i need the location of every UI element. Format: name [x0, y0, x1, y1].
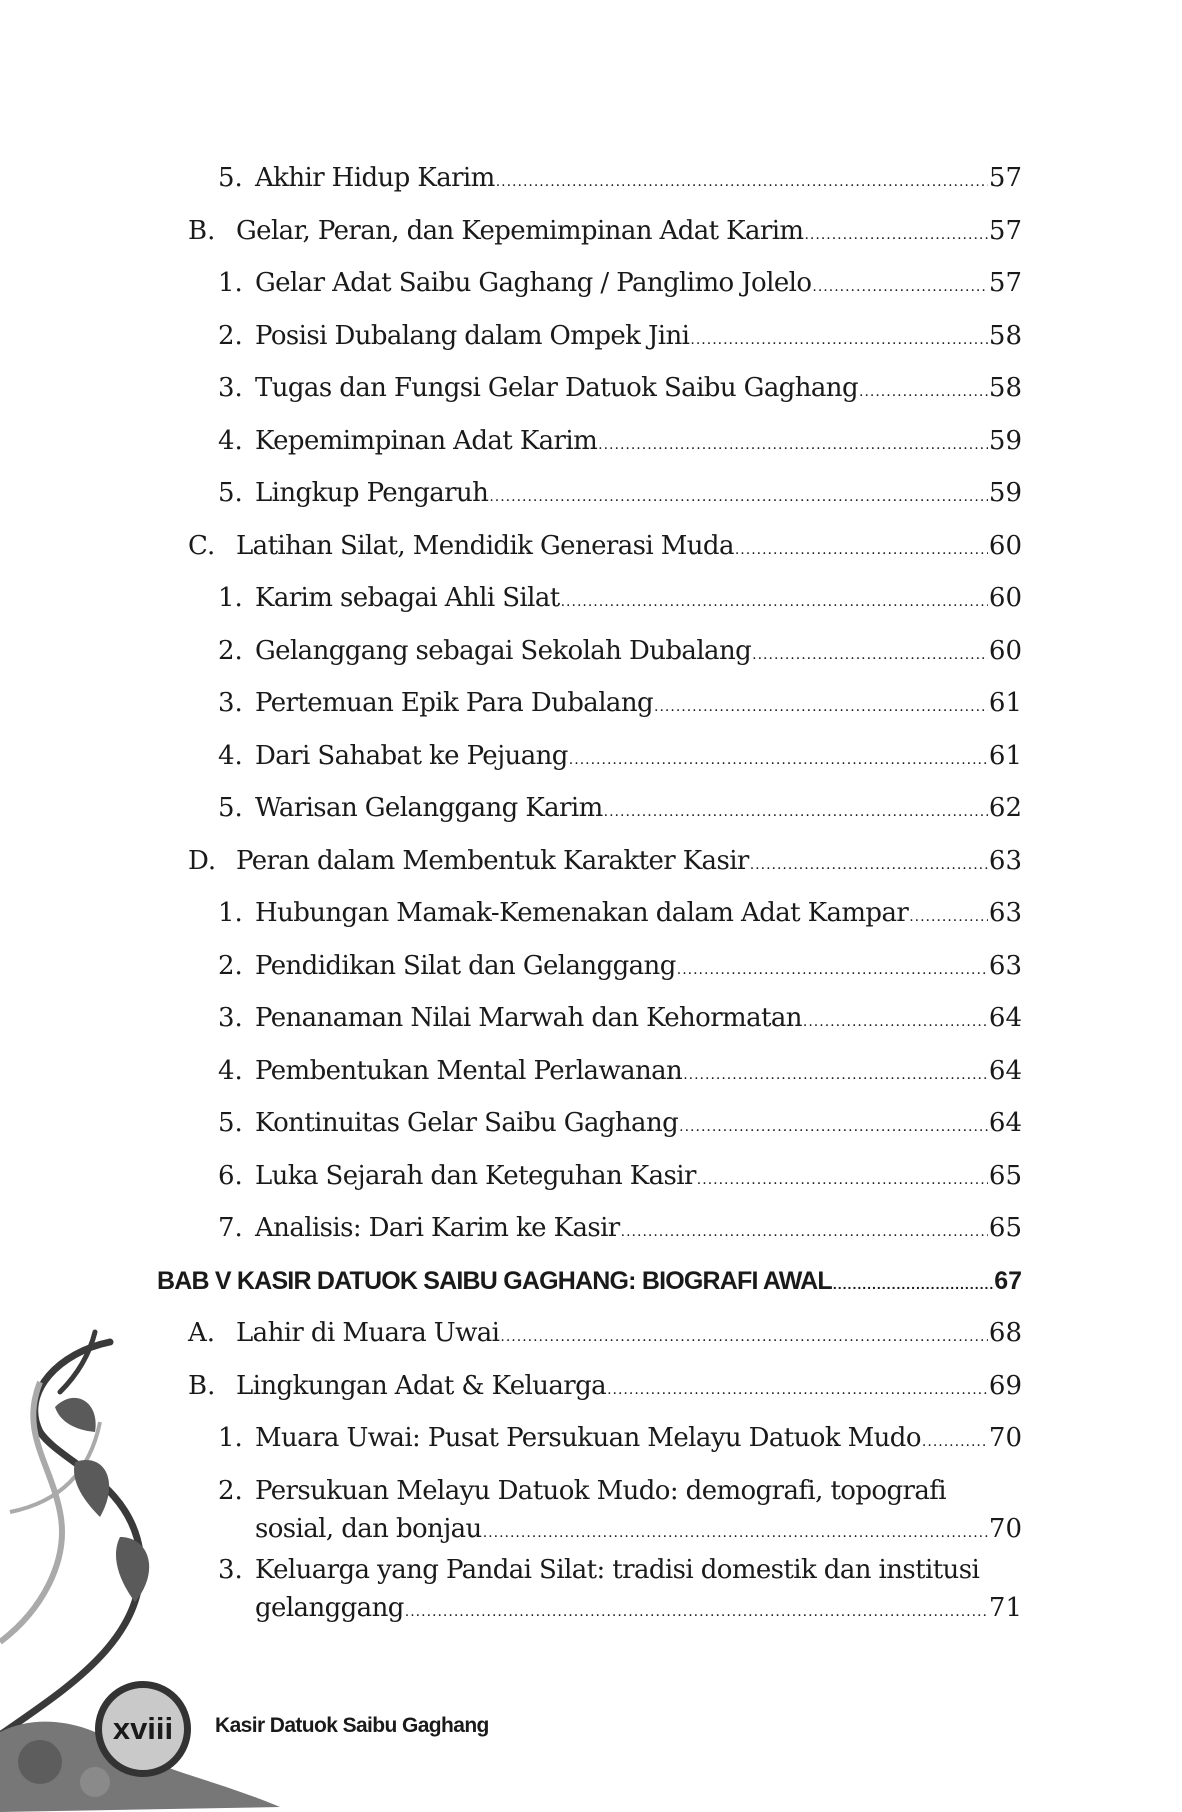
- toc-entry-number: 5.: [218, 1108, 243, 1138]
- toc-entry-number: A.: [188, 1318, 216, 1348]
- dot-leader: [607, 1364, 988, 1417]
- dot-leader: [569, 734, 988, 787]
- toc-entry-title: Kontinuitas Gelar Saibu Gaghang: [255, 1108, 679, 1138]
- toc-entry-page: 61: [988, 688, 1022, 718]
- toc-entry-title: Peran dalam Membentuk Karakter Kasir: [236, 845, 749, 876]
- toc-entry-line: [188, 205, 1022, 262]
- toc-entry-number: 2.: [218, 1475, 243, 1506]
- toc-entry[interactable]: [0, 782, 1182, 835]
- toc-entry-title: Gelanggang sebagai Sekolah Dubalang: [255, 635, 752, 666]
- toc-entry-title: Akhir Hidup Karim: [255, 163, 495, 193]
- dot-leader: [812, 261, 988, 314]
- toc-entry-line-1: [218, 1551, 1022, 1589]
- toc-entry-number: 2.: [218, 320, 243, 351]
- toc-entry-number: 4.: [218, 425, 243, 456]
- toc-entry-line: [218, 310, 1022, 367]
- toc-entry-line: [218, 362, 1022, 419]
- toc-entry-line: [218, 992, 1022, 1049]
- toc-entry-title: Tugas dan Fungsi Gelar Datuok Saibu Gaghang: [255, 373, 858, 403]
- toc-entry-page: 63: [988, 950, 1022, 981]
- toc-entry-title: Lingkup Pengaruh: [255, 478, 489, 508]
- toc-entry[interactable]: [0, 310, 1182, 363]
- toc-entry-line: [157, 1255, 1022, 1311]
- toc-entry-number: 5.: [218, 163, 243, 193]
- dot-leader: [803, 996, 988, 1049]
- toc-entry-page: 64: [988, 1108, 1022, 1138]
- toc-entry-number: 5.: [218, 478, 243, 508]
- toc-entry-title: BAB V KASIR DATUOK SAIBU GAGHANG: BIOGRAFI AWAL: [157, 1266, 832, 1295]
- toc-entry-title: Penanaman Nilai Marwah dan Kehormatan: [255, 1003, 802, 1033]
- toc-entry-line: [218, 625, 1022, 682]
- toc-entry[interactable]: [0, 677, 1182, 730]
- toc-entry-number: 4.: [218, 1055, 243, 1086]
- toc-entry-block: [218, 1472, 1022, 1552]
- toc-entry-number: 1.: [218, 1423, 243, 1453]
- toc-entry-number: 4.: [218, 740, 243, 771]
- toc-entry-page: 63: [988, 845, 1022, 876]
- toc-entry-title: Latihan Silat, Mendidik Generasi Muda: [236, 530, 734, 561]
- running-footer-title: Kasir Datuok Saibu Gaghang: [215, 1714, 489, 1737]
- toc-entry-title: Karim sebagai Ahli Silat: [255, 583, 560, 613]
- toc-entry-title: Luka Sejarah dan Keteguhan Kasir: [255, 1160, 696, 1191]
- toc-entry-number: 3.: [218, 373, 243, 403]
- toc-entry-line: [218, 1097, 1022, 1154]
- dot-leader: [735, 524, 988, 577]
- toc-entry-page: 57: [988, 215, 1022, 246]
- toc-entry-line: [218, 257, 1022, 314]
- toc-entry-page: 60: [988, 530, 1022, 561]
- toc-entry[interactable]: [0, 362, 1182, 415]
- toc-entry-line: [218, 730, 1022, 787]
- toc-entry[interactable]: [0, 1202, 1182, 1255]
- dot-leader: [500, 1311, 988, 1364]
- dot-leader: [859, 366, 988, 419]
- dot-leader: [833, 1258, 993, 1311]
- toc-entry-number: 6.: [218, 1160, 243, 1191]
- toc-entry-page: 71: [988, 1592, 1022, 1623]
- dot-leader: [654, 681, 988, 734]
- toc-entry-page: 68: [988, 1318, 1022, 1348]
- toc-entry-title: Lingkungan Adat & Keluarga: [236, 1370, 607, 1401]
- dot-leader: [804, 209, 987, 262]
- toc-entry[interactable]: [0, 520, 1182, 573]
- toc-entry-number: 1.: [218, 898, 243, 928]
- toc-entry[interactable]: [0, 1412, 1182, 1465]
- toc-entry[interactable]: [0, 1150, 1182, 1203]
- toc-entry-title: Persukuan Melayu Datuok Mudo: demografi, topografi: [255, 1475, 946, 1506]
- toc-entry-page: 59: [988, 478, 1022, 508]
- toc-entry[interactable]: [0, 257, 1182, 310]
- toc-entry[interactable]: [0, 1465, 1182, 1544]
- toc-entry-page: 70: [988, 1513, 1022, 1544]
- toc-entry-title: Muara Uwai: Pusat Persukuan Melayu Datuok Mudo: [255, 1423, 921, 1453]
- toc-entry-line: [218, 1045, 1022, 1102]
- dot-leader: [752, 629, 988, 682]
- toc-entry[interactable]: [0, 1544, 1182, 1623]
- toc-entry-line: [218, 152, 1022, 209]
- toc-entry-title: Pembentukan Mental Perlawanan: [255, 1055, 683, 1086]
- toc-entry-page: 67: [994, 1266, 1022, 1295]
- toc-entry-number: 7.: [218, 1213, 243, 1243]
- toc-entry-title: Kepemimpinan Adat Karim: [255, 425, 598, 456]
- dot-leader: [683, 1049, 988, 1102]
- dot-leader: [604, 786, 988, 839]
- toc-entry-number: 3.: [218, 688, 243, 718]
- dot-leader: [690, 314, 988, 367]
- toc-entry-page: 59: [988, 425, 1022, 456]
- toc-entry-page: 65: [988, 1213, 1022, 1243]
- dot-leader: [489, 471, 988, 524]
- dot-leader: [621, 1206, 988, 1259]
- toc-entry-number: 1.: [218, 268, 243, 298]
- toc-entry-line-2: [218, 1589, 1022, 1631]
- dot-leader: [405, 1593, 988, 1631]
- toc-entry-page: 60: [988, 583, 1022, 613]
- toc-entry-page: 65: [988, 1160, 1022, 1191]
- toc-entry[interactable]: [0, 625, 1182, 678]
- page-number-badge: [95, 1681, 191, 1777]
- toc-entry[interactable]: [0, 415, 1182, 468]
- dot-leader: [697, 1154, 988, 1207]
- toc-entry-line: [188, 520, 1022, 577]
- dot-leader: [922, 1416, 988, 1469]
- toc-entry-title: Pertemuan Epik Para Dubalang: [255, 688, 654, 718]
- toc-entry-page: 58: [988, 320, 1022, 351]
- toc-entry-title-continued: sosial, dan bonjau: [255, 1513, 482, 1544]
- toc-entry[interactable]: [0, 467, 1182, 520]
- dot-leader: [750, 839, 988, 892]
- toc-entry[interactable]: [0, 992, 1182, 1045]
- toc-entry-line: [188, 1307, 1022, 1364]
- toc-entry-line: [218, 415, 1022, 472]
- toc-entry-page: 61: [988, 740, 1022, 771]
- dot-leader: [679, 1101, 988, 1154]
- toc-entry-line: [218, 1202, 1022, 1259]
- toc-entry-title: Keluarga yang Pandai Silat: tradisi domestik dan institusi: [255, 1554, 980, 1585]
- toc-entry-page: 63: [988, 898, 1022, 928]
- toc-entry-number: 5.: [218, 793, 243, 823]
- toc-entry-line: [188, 1360, 1022, 1417]
- page-number: xviii: [112, 1711, 174, 1746]
- toc-entry-title: Lahir di Muara Uwai: [236, 1318, 500, 1348]
- toc-entry-page: 62: [988, 793, 1022, 823]
- toc-entry-line: [188, 835, 1022, 892]
- toc-entry-block: [218, 1551, 1022, 1631]
- toc-entry-number: D.: [188, 845, 217, 876]
- toc-entry-number: B.: [188, 215, 216, 246]
- toc-entry-line: [218, 467, 1022, 524]
- toc-entry-number: 3.: [218, 1554, 243, 1585]
- dot-leader: [598, 419, 988, 472]
- toc-entry-line-1: [218, 1472, 1022, 1510]
- toc-entry-line: [218, 1412, 1022, 1469]
- toc-entry-number: 2.: [218, 635, 243, 666]
- toc-entry-line: [218, 1150, 1022, 1207]
- toc-entry-line: [218, 677, 1022, 734]
- toc-entry[interactable]: [0, 572, 1182, 625]
- toc-entry[interactable]: [0, 1360, 1182, 1413]
- toc-entry-page: 57: [988, 268, 1022, 298]
- toc-entry-number: 2.: [218, 950, 243, 981]
- toc-entry-page: 58: [988, 373, 1022, 403]
- toc-entry-page: 70: [988, 1423, 1022, 1453]
- toc-entry[interactable]: [0, 1255, 1182, 1308]
- toc-entry-page: 64: [988, 1055, 1022, 1086]
- toc-entry-line: [218, 782, 1022, 839]
- toc-entry[interactable]: [0, 730, 1182, 783]
- toc-entry-title: Gelar Adat Saibu Gaghang / Panglimo Jolelo: [255, 268, 812, 298]
- toc-entry[interactable]: [0, 835, 1182, 888]
- toc-entry-title: Posisi Dubalang dalam Ompek Jini: [255, 320, 690, 351]
- table-of-contents: [0, 152, 1182, 1623]
- toc-entry-title: Hubungan Mamak-Kemenakan dalam Adat Kampar: [255, 898, 909, 928]
- dot-leader: [909, 891, 988, 944]
- dot-leader: [677, 944, 988, 997]
- toc-entry-page: 69: [988, 1370, 1022, 1401]
- toc-entry[interactable]: [0, 887, 1182, 940]
- toc-entry-number: B.: [188, 1370, 216, 1401]
- toc-entry[interactable]: [0, 1307, 1182, 1360]
- toc-entry-title: Pendidikan Silat dan Gelanggang: [255, 950, 676, 981]
- toc-entry[interactable]: [0, 1097, 1182, 1150]
- toc-entry-page: 60: [988, 635, 1022, 666]
- toc-entry[interactable]: [0, 205, 1182, 258]
- toc-entry[interactable]: [0, 1045, 1182, 1098]
- toc-entry-line: [218, 572, 1022, 629]
- toc-entry-title-continued: gelanggang: [255, 1592, 404, 1623]
- toc-entry-number: 3.: [218, 1003, 243, 1033]
- toc-entry[interactable]: [0, 940, 1182, 993]
- dot-leader: [561, 576, 988, 629]
- toc-entry-line: [218, 940, 1022, 997]
- toc-entry[interactable]: [0, 152, 1182, 205]
- toc-entry-title: Dari Sahabat ke Pejuang: [255, 740, 568, 771]
- toc-entry-title: Analisis: Dari Karim ke Kasir: [255, 1213, 620, 1243]
- toc-entry-number: 1.: [218, 583, 243, 613]
- toc-entry-page: 64: [988, 1003, 1022, 1033]
- dot-leader: [496, 156, 988, 209]
- toc-entry-line: [218, 887, 1022, 944]
- toc-entry-title: Gelar, Peran, dan Kepemimpinan Adat Karim: [236, 215, 804, 246]
- toc-entry-title: Warisan Gelanggang Karim: [255, 793, 603, 823]
- toc-entry-number: C.: [188, 530, 216, 561]
- toc-entry-page: 57: [988, 163, 1022, 193]
